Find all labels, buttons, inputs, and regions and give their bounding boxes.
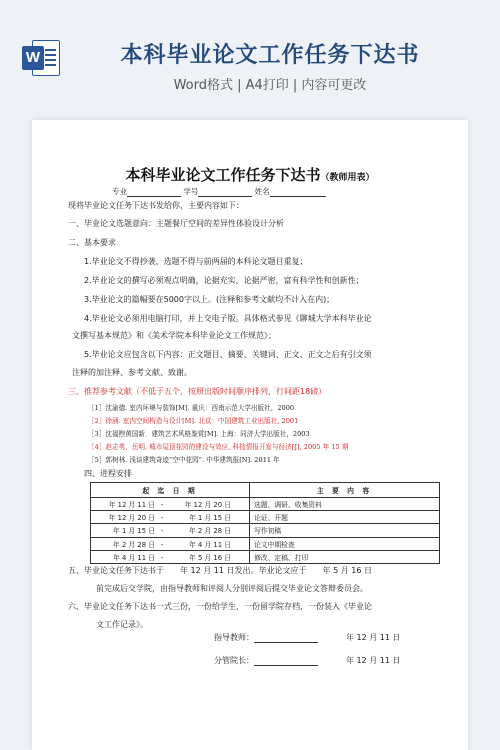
advisor-signature-line: [254, 633, 318, 643]
reference-3: ［3］沈福煦黄国新．建筑艺术风格鉴赏[M]. 上海：同济大学出版社，2003: [88, 430, 310, 438]
page-subtitle: Word格式 | A4打印 | 内容可更改: [173, 78, 367, 93]
header-dates: 起 迄 日 期: [91, 483, 250, 498]
advisor-signature: 指导教师： 年 12 月 11 日: [214, 633, 401, 642]
section-copies-a: 六、毕业论文任务下达书一式三份，一份给学生，一份留学院存档，一份装入《毕业论: [68, 602, 372, 611]
requirement-2: 2.毕业论文的撰写必须观点明确，论据充实，论据严密，富有科学性和创新性；: [84, 276, 364, 285]
title-note: （教师用表）: [320, 173, 375, 183]
requirement-5b: 注释的加注释、参考文献、致谢。: [72, 368, 192, 377]
document-page: [32, 120, 468, 750]
dean-signature-line: [254, 656, 318, 666]
document-title: 本科毕业论文工作任务下达书（教师用表）: [125, 166, 375, 184]
reference-5: ［5］郭树林. 浅谈建筑奇迹“空中花园”. 中华建筑报[N]. 2011 年: [88, 456, 280, 464]
id-blank: [198, 187, 252, 197]
section-dispatch-a: 五、毕业论文任务下达书于 年 12 月 11 日发出。毕业论文应于 年 5 月 16 日: [68, 566, 372, 575]
name-blank: [270, 187, 326, 197]
major-blank: [127, 187, 181, 197]
references-note: （不低于五个，按照出版时间顺序排列，行间距18磅）: [132, 387, 327, 396]
requirement-4b: 文撰写基本规范》和《美术学院本科毕业论文工作规范》；: [72, 331, 276, 340]
header-content: 主 要 内 容: [250, 483, 440, 498]
reference-4: ［4］赵志勇，岳明. 城市屋顶花园的建设与效应, 科技情报开发与经济[J], 2005 年 15 期: [88, 443, 349, 451]
section-requirements: 二、基本要求: [68, 238, 116, 247]
table-row: 年 1 月 15 日 - 年 2 月 28 日 写作初稿: [91, 524, 440, 537]
dean-date: 年 12 月 11 日: [346, 656, 401, 665]
section-topic: 一、毕业论文选题意向：主题餐厅空间的差异性体验设计分析: [68, 219, 284, 228]
dean-signature: 分管院长： 年 12 月 11 日: [214, 656, 401, 665]
student-info-fields: 专业 学号 姓名: [112, 186, 326, 197]
section-copies-b: 文工作记录》。: [96, 620, 148, 629]
requirement-3: 3.毕业论文的篇幅要在5000字以上。(注释和参考文献均不计入在内)；: [84, 295, 335, 304]
table-header-row: [91, 483, 440, 498]
table-row: 年 12 月 20 日 - 年 1 月 15 日 论证、开题: [91, 511, 440, 524]
header-banner: [0, 0, 500, 112]
word-document-icon: W: [22, 38, 60, 78]
requirement-1: 1.毕业论文不得抄袭，选题不得与前两届的本科论文题目重复；: [84, 257, 308, 266]
requirement-4a: 4.毕业论文必须用电脑打印，并上交电子版。具体格式参见《聊城大学本科毕业论: [84, 314, 372, 323]
section-schedule: 四、进程安排: [84, 469, 132, 478]
section-dispatch-b: 前完成后交学院，由指导教师和评阅人分别评阅后提交毕业论文答辩委员会。: [96, 584, 368, 593]
table-row: 年 12 月 11 日 - 年 12 月 20 日 选题、调研、收集资料: [91, 498, 440, 511]
schedule-table: [90, 482, 440, 564]
advisor-date: 年 12 月 11 日: [346, 633, 401, 642]
section-references: 三、推荐参考文献（不低于五个，按照出版时间顺序排列，行间距18磅）: [68, 387, 327, 396]
table-row: 年 4 月 11 日 - 年 5 月 16 日 修改、定稿、打印: [91, 550, 440, 563]
table-row: 年 2 月 28 日 - 年 4 月 11 日 论文中期检查: [91, 537, 440, 550]
requirement-5a: 5.毕业论文应包含以下内容：正文题目、摘要、关键词、正文、正文之后有引文须: [84, 350, 372, 359]
reference-1: ［1］沈渝德. 室内环境与装饰[M]. 重庆：西南示范大学出版社，2000: [88, 404, 295, 412]
page-title: 本科毕业论文工作任务下达书: [120, 43, 420, 68]
intro-text: 现将毕业论文任务下达书发给你，主要内容如下：: [68, 201, 244, 210]
reference-2: ［2］徐涵. 室内空间构造与设计[M]. 北京：中国建筑工业出版社, 2001: [88, 417, 299, 425]
